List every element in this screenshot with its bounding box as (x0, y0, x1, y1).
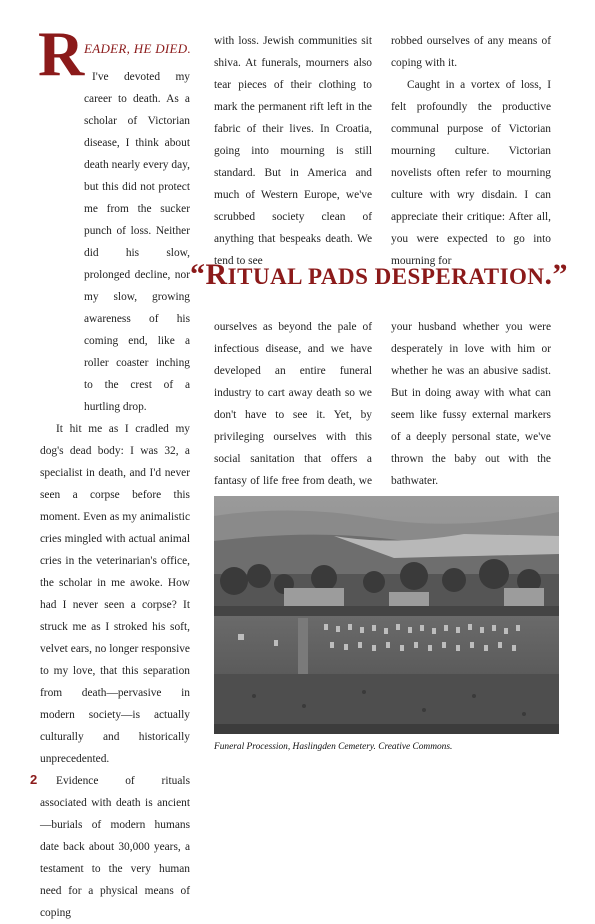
lead-in-phrase: EADER, HE DIED. (84, 41, 192, 56)
paragraph-col2-top: with loss. Jewish communities sit shiva. At funerals, mourners also tear pieces of their clothing to mark the permanent rift left in the fabric of their lives. In Croatia, going into mourning is still standard. But in America and much of Western Europe, we've scrubbed society clean of anything that bespeaks death. We tend to see (214, 35, 372, 267)
cemetery-photo-image (214, 496, 559, 734)
paragraph-3: Evidence of rituals associated with death is ancient—burials of modern humans date back about 30,000 years, a testament to the very human need for a physical means of coping (40, 775, 190, 919)
drop-cap: R (38, 18, 85, 89)
paragraph-col3-bottom: your husband whether you were desperately in love with him or whether he was an abusive sadist. But in doing away with what can seem like fussy external markers of a deeply personal state, we've thrown the baby out with the bathwater. (391, 321, 551, 487)
photo-caption: Funeral Procession, Haslingden Cemetery. Creative Commons. (214, 742, 453, 752)
column-3-top (391, 30, 551, 272)
paragraph-2: It hit me as I cradled my dog's dead body: I was 32, a specialist in death, and I'd never seen a corpse before this moment. Even as my animalistic cries mingled with actual animal cries in the veterinarian's office, the scholar in me awoke. How had I never seen a corpse? It struck me as I stroked his soft, velvet ears, no longer responsive to my love, that this separation from death—pervasive in modern society—is actually culturally and historically unprecedented. (40, 423, 190, 765)
pull-quote-text: ITUAL PADS DESPERATION (227, 264, 545, 289)
cemetery-photo (214, 496, 559, 734)
paragraph-col3-top-b: Caught in a vortex of loss, I felt profoundly the productive communal purpose of Victorian mourning culture. Victorian novelists often refer to mourning culture with wry disdain. I can appreciate their critique: After all, you were expected to go into mourning for (391, 79, 551, 267)
page-number: 2 (30, 772, 38, 787)
column-3-bottom (391, 316, 551, 492)
pull-quote (190, 258, 590, 292)
pull-quote-close: .” (544, 258, 569, 291)
paragraph-col2-bottom: ourselves as beyond the pale of infectious disease, and we have developed an entire funeral industry to cart away death so we don't have to see it. Yet, by privileging ourselves with this social sanitation that offers a fantasy of life free from death, we (214, 321, 372, 487)
pull-quote-open: “R (190, 258, 228, 291)
column-1-top (40, 46, 190, 924)
paragraph-col3-top-a: robbed ourselves of any means of coping with it. (391, 35, 551, 69)
column-2-bottom (214, 316, 372, 514)
column-2-top (214, 30, 372, 272)
paragraph-1: I've devoted my career to death. As a scholar of Victorian disease, I think about death nearly every day, but this did not protect me from the sucker punch of loss. Neither did his slow, prolonged decline, nor my slow, growing awareness of his coming end, like a roller coaster inching to the crest of a hurtling drop. (84, 71, 190, 413)
